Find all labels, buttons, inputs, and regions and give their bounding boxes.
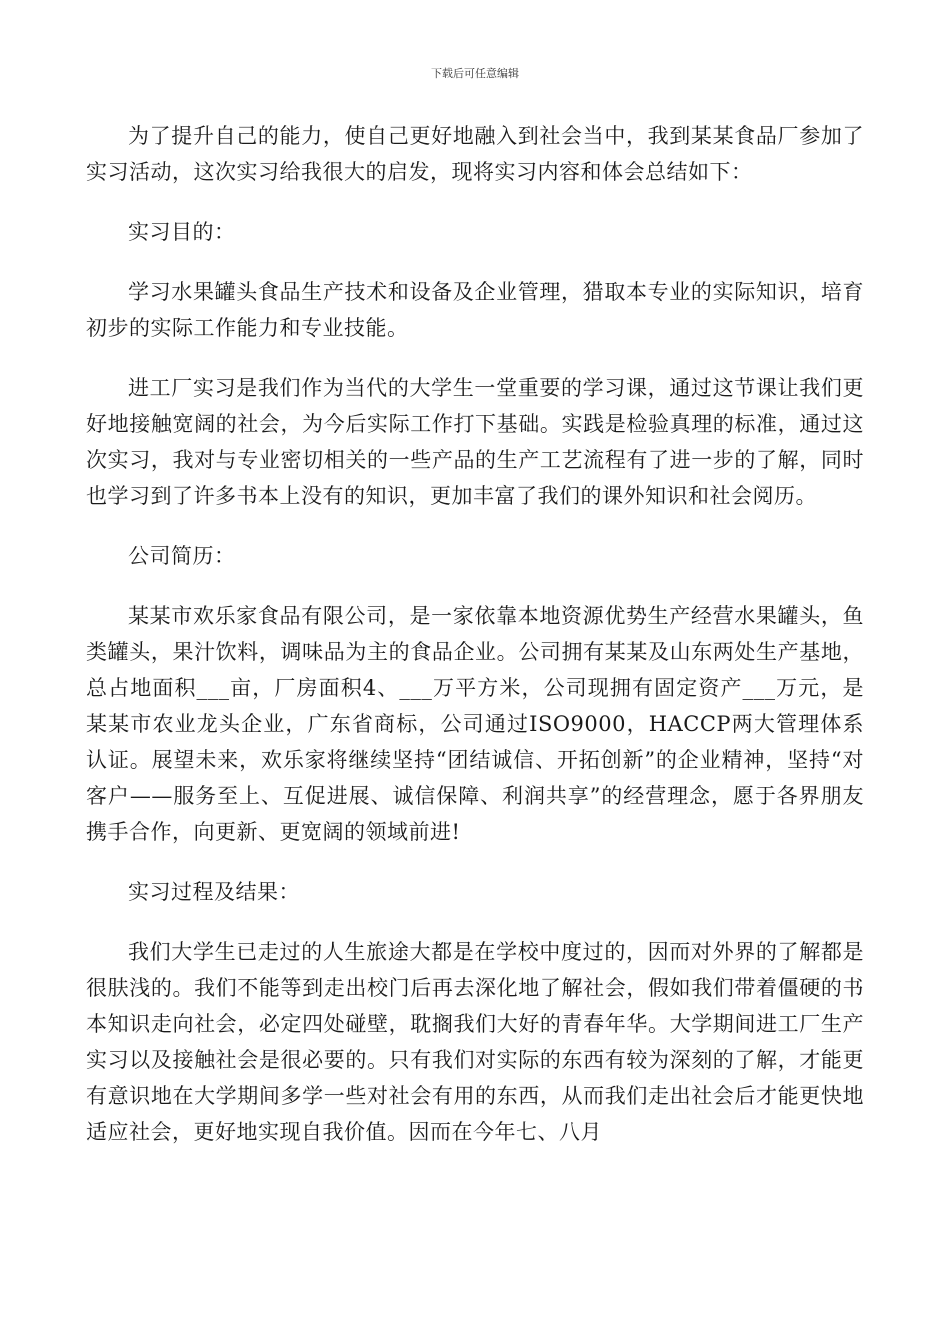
document-body bbox=[86, 118, 864, 1174]
header-note: 下载后可任意编辑 bbox=[431, 67, 519, 80]
intro-paragraph: 为了提升自己的能力，使自己更好地融入到社会当中，我到某某食品厂参加了实习活动，这次实习给我很大的启发，现将实习内容和体会总结如下： bbox=[86, 124, 864, 184]
significance-paragraph: 进工厂实习是我们作为当代的大学生一堂重要的学习课，通过这节课让我们更好地接触宽阔的社会，为今后实际工作打下基础。实践是检验真理的标准，通过这次实习，我对与专业密切相关的一些产品的生产工艺流程有了进一步的了解，同时也学习到了许多书本上没有的知识，更加丰富了我们的课外知识和社会阅历。 bbox=[86, 376, 864, 508]
company-paragraph: 某某市欢乐家食品有限公司，是一家依靠本地资源优势生产经营水果罐头，鱼类罐头，果汁饮料，调味品为主的食品企业。公司拥有某某及山东两处生产基地，总占地面积___亩，厂房面积4、___万平方米，公司现拥有固定资产___万元，是某某市农业龙头企业，广东省商标，公司通过ISO9000，HACCP两大管理体系认证。展望未来，欢乐家将继续坚持“团结诚信、开拓创新”的企业精神，坚持“对客户——服务至上、互促进展、诚信保障、利润共享”的经营理念，愿于各界朋友携手合作，向更新、更宽阔的领域前进! bbox=[86, 604, 864, 844]
company-heading: 公司简历： bbox=[128, 544, 236, 568]
purpose-paragraph: 学习水果罐头食品生产技术和设备及企业管理，猎取本专业的实际知识，培育初步的实际工作能力和专业技能。 bbox=[86, 280, 864, 340]
process-paragraph: 我们大学生已走过的人生旅途大都是在学校中度过的，因而对外界的了解都是很肤浅的。我们不能等到走出校门后再去深化地了解社会，假如我们带着僵硬的书本知识走向社会，必定四处碰壁，耽搁我们大好的青春年华。大学期间进工厂生产实习以及接触社会是很必要的。只有我们对实际的东西有较为深刻的了解，才能更有意识地在大学期间多学一些对社会有用的东西，从而我们走出社会后才能更快地适应社会，更好地实现自我价值。因而在今年七、八月 bbox=[86, 940, 864, 1144]
purpose-heading: 实习目的： bbox=[128, 220, 236, 244]
process-heading: 实习过程及结果： bbox=[128, 880, 300, 904]
